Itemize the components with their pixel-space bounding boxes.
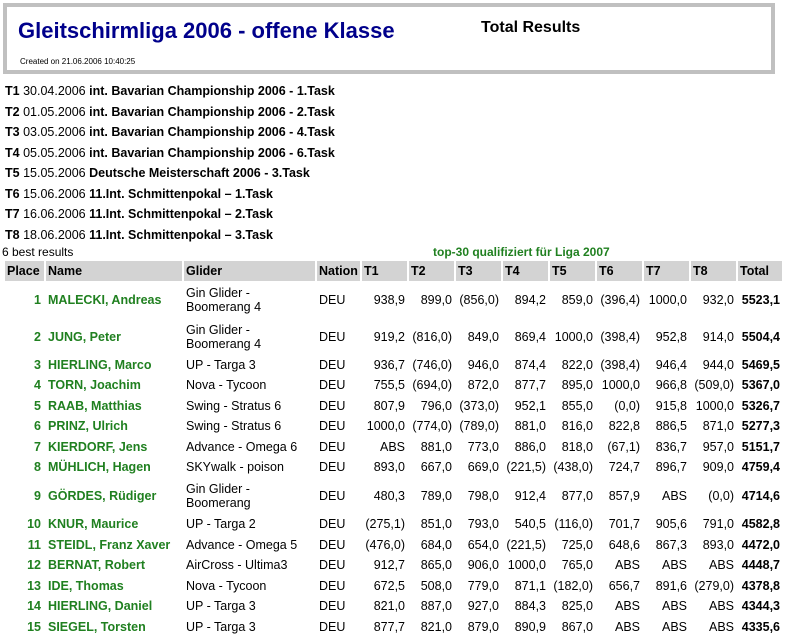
task-score-cell: 887,0 — [420, 599, 452, 613]
place-cell: 13 — [27, 578, 41, 593]
table-row — [5, 575, 782, 596]
page-title: Gleitschirmliga 2006 - offene Klasse — [18, 18, 395, 43]
task-name: int. Bavarian Championship 2006 - 6.Task — [89, 145, 335, 160]
total-score-cell: 4448,7 — [741, 558, 780, 572]
task-score-cell: ABS — [661, 488, 687, 503]
task-score-cell: (67,1) — [607, 439, 640, 454]
results-type-label: Total Results — [481, 19, 581, 36]
task-score-cell: ABS — [661, 619, 687, 634]
created-timestamp: Created on 21.06.2006 10:40:25 — [20, 57, 136, 66]
task-score-cell: 755,5 — [373, 378, 405, 392]
task-score-cell: (116,0) — [554, 517, 593, 531]
task-score-cell: 793,0 — [467, 517, 499, 531]
pilot-name-cell: TORN, Joachim — [48, 378, 141, 392]
task-score-cell: 872,0 — [467, 378, 499, 392]
task-item — [5, 123, 605, 144]
task-score-cell: ABS — [614, 558, 640, 572]
total-score-cell: 4344,3 — [741, 599, 780, 613]
task-score-cell: (398,4) — [600, 358, 640, 372]
nation-cell: DEU — [319, 619, 346, 634]
task-score-cell: (789,0) — [459, 419, 499, 433]
task-score-cell: (373,0) — [459, 398, 499, 413]
task-score-cell: 779,0 — [467, 578, 499, 593]
task-date: 18.06.2006 — [23, 227, 86, 242]
task-score-cell: (774,0) — [412, 419, 452, 433]
task-name: 11.Int. Schmittenpokal – 3.Task — [89, 227, 273, 242]
task-item — [5, 226, 605, 247]
place-cell: 5 — [34, 398, 41, 413]
task-score-cell: 480,3 — [373, 488, 405, 503]
task-score-cell: (746,0) — [412, 358, 452, 372]
pilot-name-cell: JUNG, Peter — [48, 329, 121, 344]
task-score-cell: 915,8 — [655, 398, 687, 413]
results-table — [3, 261, 784, 637]
glider-cell: Advance - Omega 6 — [186, 439, 298, 454]
column-header: T7 — [644, 261, 689, 281]
task-score-cell: 825,0 — [561, 599, 593, 613]
task-score-cell: 895,0 — [561, 378, 593, 392]
pilot-name-cell: MALECKI, Andreas — [48, 292, 162, 307]
task-score-cell: 877,7 — [373, 619, 405, 634]
task-id: T6 — [5, 186, 20, 201]
task-score-cell: 957,0 — [702, 439, 734, 454]
task-id: T3 — [5, 125, 20, 139]
task-score-cell: 886,5 — [655, 419, 687, 433]
glider-cell: AirCross - Ultima3 — [186, 558, 288, 572]
glider-cell: Gin Glider - Boomerang 4 — [186, 285, 262, 314]
qualification-note: top-30 qualifiziert für Liga 2007 — [433, 245, 610, 259]
column-header: T1 — [362, 261, 407, 281]
task-score-cell: (509,0) — [694, 378, 734, 392]
task-score-cell: 654,0 — [467, 537, 499, 552]
place-cell: 9 — [34, 488, 41, 503]
glider-cell: Nova - Tycoon — [186, 578, 267, 593]
task-score-cell: 938,9 — [373, 292, 405, 307]
task-score-cell: 540,5 — [514, 517, 546, 531]
table-row — [5, 436, 782, 457]
pilot-name-cell: HIERLING, Daniel — [48, 599, 153, 613]
total-score-cell: 4714,6 — [741, 488, 780, 503]
task-list — [5, 82, 605, 246]
task-score-cell: 773,0 — [467, 439, 499, 454]
pilot-name-cell: PRINZ, Ulrich — [48, 419, 128, 433]
table-row — [5, 318, 782, 355]
glider-cell: Gin Glider - Boomerang — [186, 481, 251, 510]
task-score-cell: 893,0 — [702, 537, 734, 552]
glider-cell: UP - Targa 3 — [186, 599, 256, 613]
pilot-name-cell: SIEGEL, Torsten — [48, 619, 146, 634]
task-score-cell: 881,0 — [514, 419, 546, 433]
task-score-cell: 891,6 — [655, 578, 687, 593]
table-header-row — [5, 261, 782, 281]
task-score-cell: 877,7 — [514, 378, 546, 392]
table-row — [5, 555, 782, 575]
task-id: T5 — [5, 166, 20, 180]
total-score-cell: 5523,1 — [741, 292, 780, 307]
task-score-cell: 952,1 — [514, 398, 546, 413]
glider-cell: UP - Targa 3 — [186, 619, 256, 634]
place-cell: 7 — [34, 439, 41, 454]
task-score-cell: 818,0 — [561, 439, 593, 454]
place-cell: 4 — [34, 378, 41, 392]
task-score-cell: 1000,0 — [507, 558, 546, 572]
table-row — [5, 281, 782, 318]
pilot-name-cell: HIERLING, Marco — [48, 358, 152, 372]
task-score-cell: (694,0) — [412, 378, 452, 392]
task-score-cell: (438,0) — [553, 460, 593, 474]
table-row — [5, 355, 782, 375]
task-score-cell: ABS — [661, 599, 687, 613]
nation-cell: DEU — [319, 419, 346, 433]
task-score-cell: 879,0 — [467, 619, 499, 634]
task-score-cell: (398,4) — [600, 329, 640, 344]
glider-cell: UP - Targa 3 — [186, 358, 256, 372]
nation-cell: DEU — [319, 358, 346, 372]
total-score-cell: 4582,8 — [741, 517, 780, 531]
glider-cell: Nova - Tycoon — [186, 378, 267, 392]
task-score-cell: 914,0 — [702, 329, 734, 344]
nation-cell: DEU — [319, 578, 346, 593]
task-date: 01.05.2006 — [23, 104, 86, 119]
task-score-cell: ABS — [379, 439, 405, 454]
table-row — [5, 514, 782, 534]
task-score-cell: 932,0 — [702, 292, 734, 307]
task-date: 15.06.2006 — [23, 186, 86, 201]
task-score-cell: 822,0 — [561, 358, 593, 372]
nation-cell: DEU — [319, 558, 346, 572]
column-header: Place — [5, 261, 44, 281]
table-row — [5, 457, 782, 477]
column-header: T2 — [409, 261, 454, 281]
task-score-cell: (856,0) — [459, 292, 499, 307]
nation-cell: DEU — [319, 398, 346, 413]
column-header: Glider — [184, 261, 315, 281]
task-score-cell: 855,0 — [561, 398, 593, 413]
place-cell: 14 — [27, 599, 41, 613]
task-id: T1 — [5, 84, 20, 98]
place-cell: 6 — [34, 419, 41, 433]
task-score-cell: 798,0 — [467, 488, 499, 503]
task-score-cell: 912,7 — [373, 558, 405, 572]
task-score-cell: 765,0 — [561, 558, 593, 572]
glider-cell: UP - Targa 2 — [186, 517, 256, 531]
task-score-cell: 648,6 — [608, 537, 640, 552]
table-row — [5, 416, 782, 436]
place-cell: 10 — [27, 517, 41, 531]
task-score-cell: 936,7 — [373, 358, 405, 372]
task-item — [5, 103, 605, 124]
task-score-cell: 791,0 — [702, 517, 734, 531]
total-score-cell: 5367,0 — [741, 378, 780, 392]
column-header: T4 — [503, 261, 548, 281]
task-score-cell: 877,0 — [561, 488, 593, 503]
place-cell: 8 — [34, 460, 41, 474]
task-score-cell: 857,9 — [608, 488, 640, 503]
task-name: 11.Int. Schmittenpokal – 1.Task — [89, 186, 273, 201]
task-score-cell: 919,2 — [373, 329, 405, 344]
total-score-cell: 5504,4 — [741, 329, 780, 344]
pilot-name-cell: KIERDORF, Jens — [48, 439, 148, 454]
task-score-cell: (816,0) — [412, 329, 452, 344]
total-score-cell: 5151,7 — [741, 439, 780, 454]
total-score-cell: 4759,4 — [741, 460, 780, 474]
task-score-cell: 912,4 — [514, 488, 546, 503]
column-header: T8 — [691, 261, 736, 281]
task-id: T8 — [5, 227, 20, 242]
task-item — [5, 185, 605, 206]
task-score-cell: 871,0 — [702, 419, 734, 433]
task-score-cell: ABS — [708, 599, 734, 613]
column-header: Total — [738, 261, 782, 281]
column-header: Nation — [317, 261, 360, 281]
task-score-cell: 851,0 — [420, 517, 452, 531]
task-score-cell: 927,0 — [467, 599, 499, 613]
glider-cell: SKYwalk - poison — [186, 460, 284, 474]
task-score-cell: 909,0 — [702, 460, 734, 474]
task-score-cell: 946,0 — [467, 358, 499, 372]
task-score-cell: ABS — [661, 558, 687, 572]
task-item — [5, 82, 605, 103]
task-score-cell: 874,4 — [514, 358, 546, 372]
task-score-cell: 890,9 — [514, 619, 546, 634]
total-score-cell: 5277,3 — [741, 419, 780, 433]
task-score-cell: ABS — [708, 558, 734, 572]
task-score-cell: 672,5 — [373, 578, 405, 593]
column-header: T6 — [597, 261, 642, 281]
glider-cell: Advance - Omega 5 — [186, 537, 298, 552]
task-score-cell: 822,8 — [608, 419, 640, 433]
total-score-cell: 4378,8 — [741, 578, 780, 593]
glider-cell: Gin Glider - Boomerang 4 — [186, 322, 262, 351]
task-score-cell: (396,4) — [600, 292, 640, 307]
nation-cell: DEU — [319, 599, 346, 613]
column-header: T5 — [550, 261, 595, 281]
place-cell: 1 — [34, 292, 41, 307]
place-cell: 15 — [27, 619, 41, 634]
column-header: Name — [46, 261, 182, 281]
task-score-cell: 859,0 — [561, 292, 593, 307]
task-score-cell: (275,1) — [365, 517, 405, 531]
pilot-name-cell: MÜHLICH, Hagen — [48, 460, 151, 474]
nation-cell: DEU — [319, 460, 346, 474]
pilot-name-cell: IDE, Thomas — [48, 578, 124, 593]
pilot-name-cell: BERNAT, Robert — [48, 558, 145, 572]
task-name: int. Bavarian Championship 2006 - 4.Task — [89, 125, 335, 139]
task-score-cell: (0,0) — [614, 398, 640, 413]
results-header — [3, 3, 775, 74]
task-score-cell: ABS — [614, 599, 640, 613]
task-score-cell: 869,4 — [514, 329, 546, 344]
column-header: T3 — [456, 261, 501, 281]
task-score-cell: 893,0 — [373, 460, 405, 474]
task-score-cell: 816,0 — [561, 419, 593, 433]
task-score-cell: 1000,0 — [648, 292, 687, 307]
task-score-cell: 821,0 — [373, 599, 405, 613]
place-cell: 11 — [27, 537, 41, 552]
task-date: 15.05.2006 — [23, 166, 86, 180]
task-score-cell: 899,0 — [420, 292, 452, 307]
place-cell: 2 — [34, 329, 41, 344]
task-score-cell: 724,7 — [608, 460, 640, 474]
table-row — [5, 596, 782, 616]
task-score-cell: (182,0) — [553, 578, 593, 593]
task-score-cell: 849,0 — [467, 329, 499, 344]
task-name: int. Bavarian Championship 2006 - 1.Task — [89, 84, 335, 98]
task-score-cell: ABS — [708, 619, 734, 634]
task-score-cell: 701,7 — [608, 517, 640, 531]
total-score-cell: 4472,0 — [741, 537, 780, 552]
task-score-cell: (279,0) — [694, 578, 734, 593]
task-score-cell: 865,0 — [420, 558, 452, 572]
pilot-name-cell: KNUR, Maurice — [48, 517, 139, 531]
nation-cell: DEU — [319, 439, 346, 454]
nation-cell: DEU — [319, 517, 346, 531]
task-score-cell: 894,2 — [514, 292, 546, 307]
glider-cell: Swing - Stratus 6 — [186, 398, 282, 413]
task-item — [5, 144, 605, 165]
task-score-cell: 684,0 — [420, 537, 452, 552]
task-score-cell: 886,0 — [514, 439, 546, 454]
total-score-cell: 5469,5 — [741, 358, 780, 372]
task-date: 30.04.2006 — [23, 84, 86, 98]
task-score-cell: (221,5) — [506, 460, 546, 474]
task-score-cell: 669,0 — [467, 460, 499, 474]
glider-cell: Swing - Stratus 6 — [186, 419, 282, 433]
pilot-name-cell: GÖRDES, Rüdiger — [48, 488, 157, 503]
table-row — [5, 375, 782, 395]
task-score-cell: 821,0 — [420, 619, 452, 634]
task-score-cell: 667,0 — [420, 460, 452, 474]
nation-cell: DEU — [319, 537, 346, 552]
task-score-cell: (0,0) — [708, 488, 734, 503]
table-row — [5, 616, 782, 637]
task-date: 03.05.2006 — [23, 125, 86, 139]
task-item — [5, 205, 605, 226]
task-score-cell: 946,4 — [655, 358, 687, 372]
task-score-cell: 896,7 — [655, 460, 687, 474]
task-score-cell: 1000,0 — [366, 419, 405, 433]
task-score-cell: 807,9 — [373, 398, 405, 413]
task-score-cell: 884,3 — [514, 599, 546, 613]
place-cell: 3 — [34, 358, 41, 372]
task-name: 11.Int. Schmittenpokal – 2.Task — [89, 207, 273, 221]
task-score-cell: 656,7 — [608, 578, 640, 593]
table-row — [5, 477, 782, 514]
task-score-cell: 905,6 — [655, 517, 687, 531]
table-row — [5, 534, 782, 555]
task-score-cell: 881,0 — [420, 439, 452, 454]
task-score-cell: 944,0 — [702, 358, 734, 372]
task-score-cell: 867,0 — [561, 619, 593, 634]
task-score-cell: (221,5) — [506, 537, 546, 552]
place-cell: 12 — [27, 558, 41, 572]
task-score-cell: 1000,0 — [601, 378, 640, 392]
total-score-cell: 4335,6 — [741, 619, 780, 634]
total-score-cell: 5326,7 — [741, 398, 780, 413]
task-score-cell: 952,8 — [655, 329, 687, 344]
task-score-cell: (476,0) — [365, 537, 405, 552]
task-name: int. Bavarian Championship 2006 - 2.Task — [89, 104, 335, 119]
task-name: Deutsche Meisterschaft 2006 - 3.Task — [89, 166, 310, 180]
task-score-cell: 789,0 — [420, 488, 452, 503]
task-item — [5, 164, 605, 185]
pilot-name-cell: STEIDL, Franz Xaver — [48, 537, 171, 552]
task-score-cell: 966,8 — [655, 378, 687, 392]
task-score-cell: 906,0 — [467, 558, 499, 572]
nation-cell: DEU — [319, 378, 346, 392]
task-score-cell: 725,0 — [561, 537, 593, 552]
nation-cell: DEU — [319, 292, 346, 307]
task-score-cell: 796,0 — [420, 398, 452, 413]
nation-cell: DEU — [319, 488, 346, 503]
best-results-label: 6 best results — [2, 245, 74, 259]
table-row — [5, 395, 782, 416]
task-date: 16.06.2006 — [23, 207, 86, 221]
nation-cell: DEU — [319, 329, 346, 344]
task-score-cell: 508,0 — [420, 578, 452, 593]
task-score-cell: 871,1 — [514, 578, 546, 593]
task-score-cell: ABS — [614, 619, 640, 634]
task-score-cell: 1000,0 — [695, 398, 734, 413]
task-score-cell: 1000,0 — [554, 329, 593, 344]
task-id: T4 — [5, 145, 20, 160]
task-score-cell: 867,3 — [655, 537, 687, 552]
task-date: 05.05.2006 — [23, 145, 86, 160]
pilot-name-cell: RAAB, Matthias — [48, 398, 142, 413]
task-id: T7 — [5, 207, 20, 221]
task-score-cell: 836,7 — [655, 439, 687, 454]
task-id: T2 — [5, 104, 20, 119]
